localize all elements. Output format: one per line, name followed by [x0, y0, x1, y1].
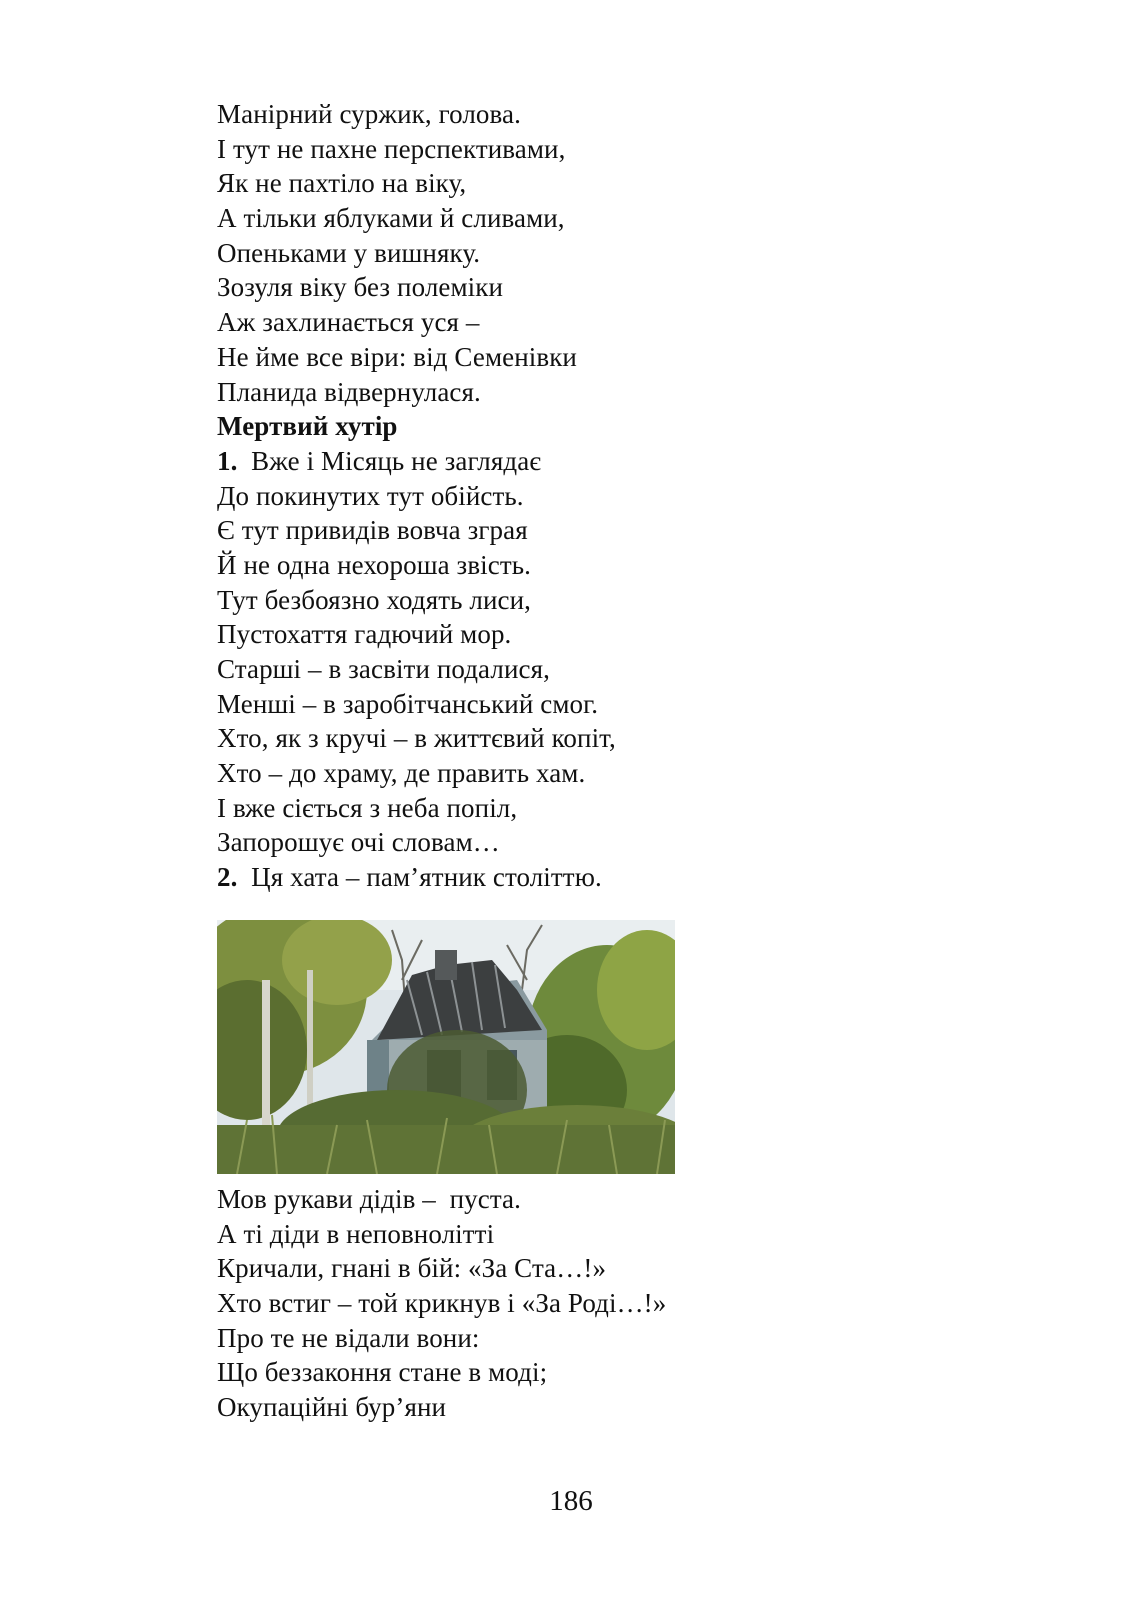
poem-title: Мертвий хутір — [217, 411, 398, 442]
poem-line: Хто встиг – той крикнув і «За Роді…!» — [217, 1288, 667, 1319]
poem-line: Мов рукави дідів – пуста. — [217, 1184, 521, 1214]
poem-line: Манірний суржик, голова. — [217, 99, 521, 129]
poem-line: До покинутих тут обійсть. — [217, 480, 524, 511]
poem-line: А тільки яблуками й сливами, — [217, 203, 565, 234]
poem-line: Запорошує очі словам… — [217, 827, 500, 858]
poem-text-lower — [217, 1182, 917, 1425]
page-number: 186 — [549, 1485, 593, 1517]
poem-line: Ця хата – пам’ятник століттю. — [251, 862, 602, 893]
abandoned-house-photo — [217, 920, 675, 1174]
poem-line: Що беззаконня стане в моді; — [217, 1357, 548, 1388]
poem-line: Планида відвернулася. — [217, 376, 481, 407]
part-2-number: 2. — [217, 862, 238, 893]
poem-text-upper — [217, 97, 917, 895]
part-1-number: 1. — [217, 445, 238, 476]
poem-line: Про те не відали вони: — [217, 1322, 480, 1353]
poem-line: Пустохаття гадючий мор. — [217, 619, 512, 650]
poem-line: Й не одна нехороша звість. — [217, 549, 532, 580]
poem-line: Окупаційні бур’яни — [217, 1392, 447, 1423]
part-1-first-line — [217, 444, 917, 479]
poem-line: Як не пахтіло на віку, — [217, 168, 467, 199]
poem-line: А ті діди в неповноліттi — [217, 1218, 495, 1249]
part-2-first-line — [217, 860, 917, 895]
poem-line: Кричали, гнані в бій: «За Ста…!» — [217, 1253, 607, 1284]
poem-line: Є тут привидів вовча зграя — [217, 515, 528, 546]
poem-line: Хто, як з кручі – в життєвий копіт, — [217, 723, 616, 754]
poem-line: Хто – до храму, де править хам. — [217, 758, 586, 789]
poem-line: Зозуля віку без полеміки — [217, 272, 504, 303]
poem-line: Вже і Місяць не заглядає — [251, 445, 542, 476]
poem-line: Менші – в заробітчанський смог. — [217, 688, 599, 719]
poem-line: І тут не пахне перспективами, — [217, 133, 566, 164]
poem-line: Опеньками у вишняку. — [217, 237, 481, 268]
poem-line: І вже сіється з неба попіл, — [217, 792, 518, 823]
poem-line: Аж захлинається уся – — [217, 307, 480, 338]
poem-line: Тут безбоязно ходять лиси, — [217, 584, 531, 615]
poem-line: Не йме все віри: від Семенівки — [217, 341, 577, 372]
poem-line: Старші – в засвіти подалися, — [217, 654, 550, 684]
